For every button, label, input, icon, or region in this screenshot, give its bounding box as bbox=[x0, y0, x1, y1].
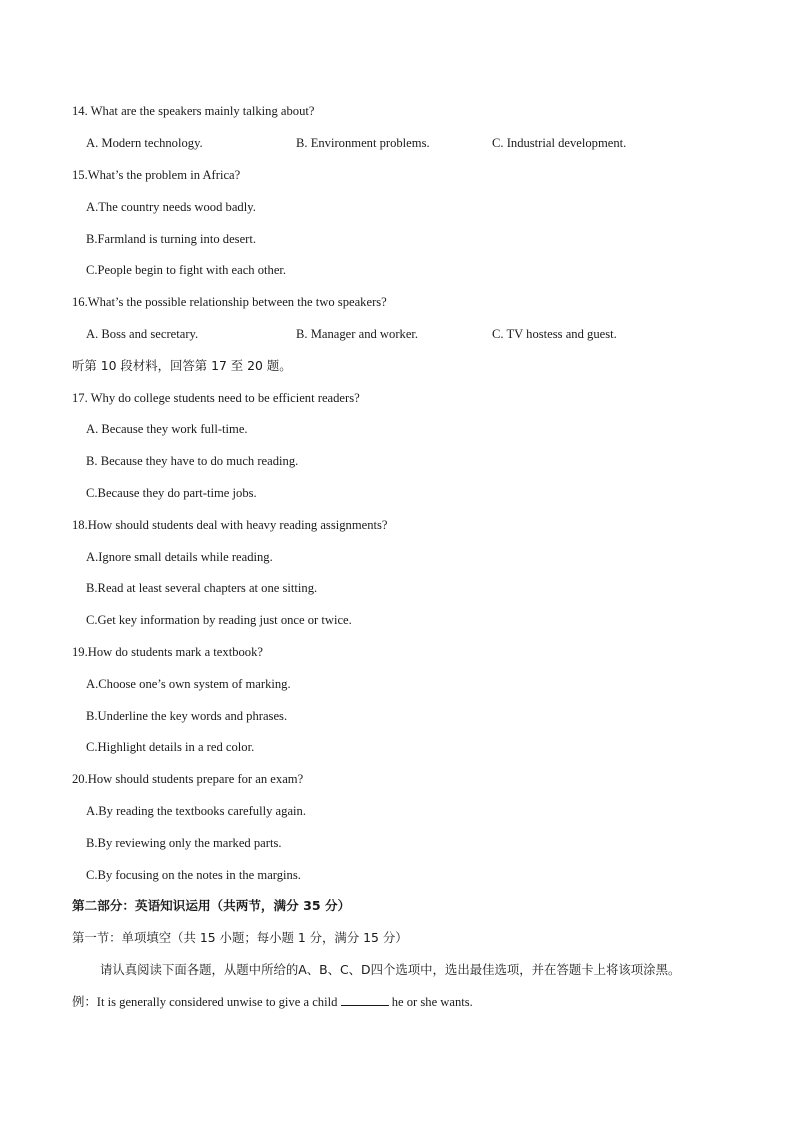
question-17-option-a: A. Because they work full-time. bbox=[86, 422, 248, 436]
example-text-before: It is generally considered unwise to give a child bbox=[96, 995, 341, 1009]
question-15-option-a: A.The country needs wood badly. bbox=[86, 200, 256, 214]
option-b: B. Environment problems. bbox=[296, 136, 430, 150]
option-a: A. Boss and secretary. bbox=[86, 327, 199, 341]
question-18-option-a: A.Ignore small details while reading. bbox=[86, 550, 273, 564]
question-16-stem: 16.What’s the possible relationship between the two speakers? bbox=[72, 295, 387, 309]
question-18-stem: 18.How should students deal with heavy reading assignments? bbox=[72, 518, 388, 532]
question-17-option-c: C.Because they do part-time jobs. bbox=[86, 486, 257, 500]
option-c: C. Industrial development. bbox=[492, 136, 627, 150]
question-15-option-c: C.People begin to fight with each other. bbox=[86, 263, 287, 277]
question-17-option-b: B. Because they have to do much reading. bbox=[86, 454, 299, 468]
question-20-option-b: B.By reviewing only the marked parts. bbox=[86, 836, 282, 850]
question-19-option-a: A.Choose one’s own system of marking. bbox=[86, 677, 291, 691]
option-c: C. TV hostess and guest. bbox=[492, 327, 617, 341]
example-text-after: he or she wants. bbox=[388, 995, 473, 1009]
question-20-option-c: C.By focusing on the notes in the margins. bbox=[86, 868, 301, 882]
example-sentence bbox=[72, 994, 473, 1010]
option-a: A. Modern technology. bbox=[86, 136, 203, 150]
answer-blank bbox=[341, 994, 389, 1006]
question-17-stem: 17. Why do college students need to be efficient readers? bbox=[72, 391, 360, 405]
question-15-stem: 15.What’s the problem in Africa? bbox=[72, 168, 241, 182]
part-2-heading: 第二部分：英语知识运用（共两节，满分 35 分） bbox=[72, 898, 351, 913]
question-19-option-b: B.Underline the key words and phrases. bbox=[86, 709, 288, 723]
question-20-stem: 20.How should students prepare for an exam? bbox=[72, 772, 304, 786]
section-1-instruction: 请认真阅读下面各题，从题中所给的A、B、C、D四个选项中，选出最佳选项，并在答题卡上将该项涂黑。 bbox=[100, 962, 681, 977]
question-19-option-c: C.Highlight details in a red color. bbox=[86, 740, 255, 754]
question-20-option-a: A.By reading the textbooks carefully again. bbox=[86, 804, 306, 818]
option-b: B. Manager and worker. bbox=[296, 327, 419, 341]
question-15-option-b: B.Farmland is turning into desert. bbox=[86, 232, 256, 246]
example-label: 例： bbox=[72, 994, 97, 1009]
question-18-option-c: C.Get key information by reading just once or twice. bbox=[86, 613, 352, 627]
question-19-stem: 19.How do students mark a textbook? bbox=[72, 645, 263, 659]
section-1-heading: 第一节：单项填空（共 15 小题；每小题 1 分，满分 15 分） bbox=[72, 930, 408, 945]
listening-instruction: 听第 10 段材料，回答第 17 至 20 题。 bbox=[72, 358, 292, 373]
question-14-stem: 14. What are the speakers mainly talking about? bbox=[72, 104, 315, 118]
question-18-option-b: B.Read at least several chapters at one sitting. bbox=[86, 581, 318, 595]
